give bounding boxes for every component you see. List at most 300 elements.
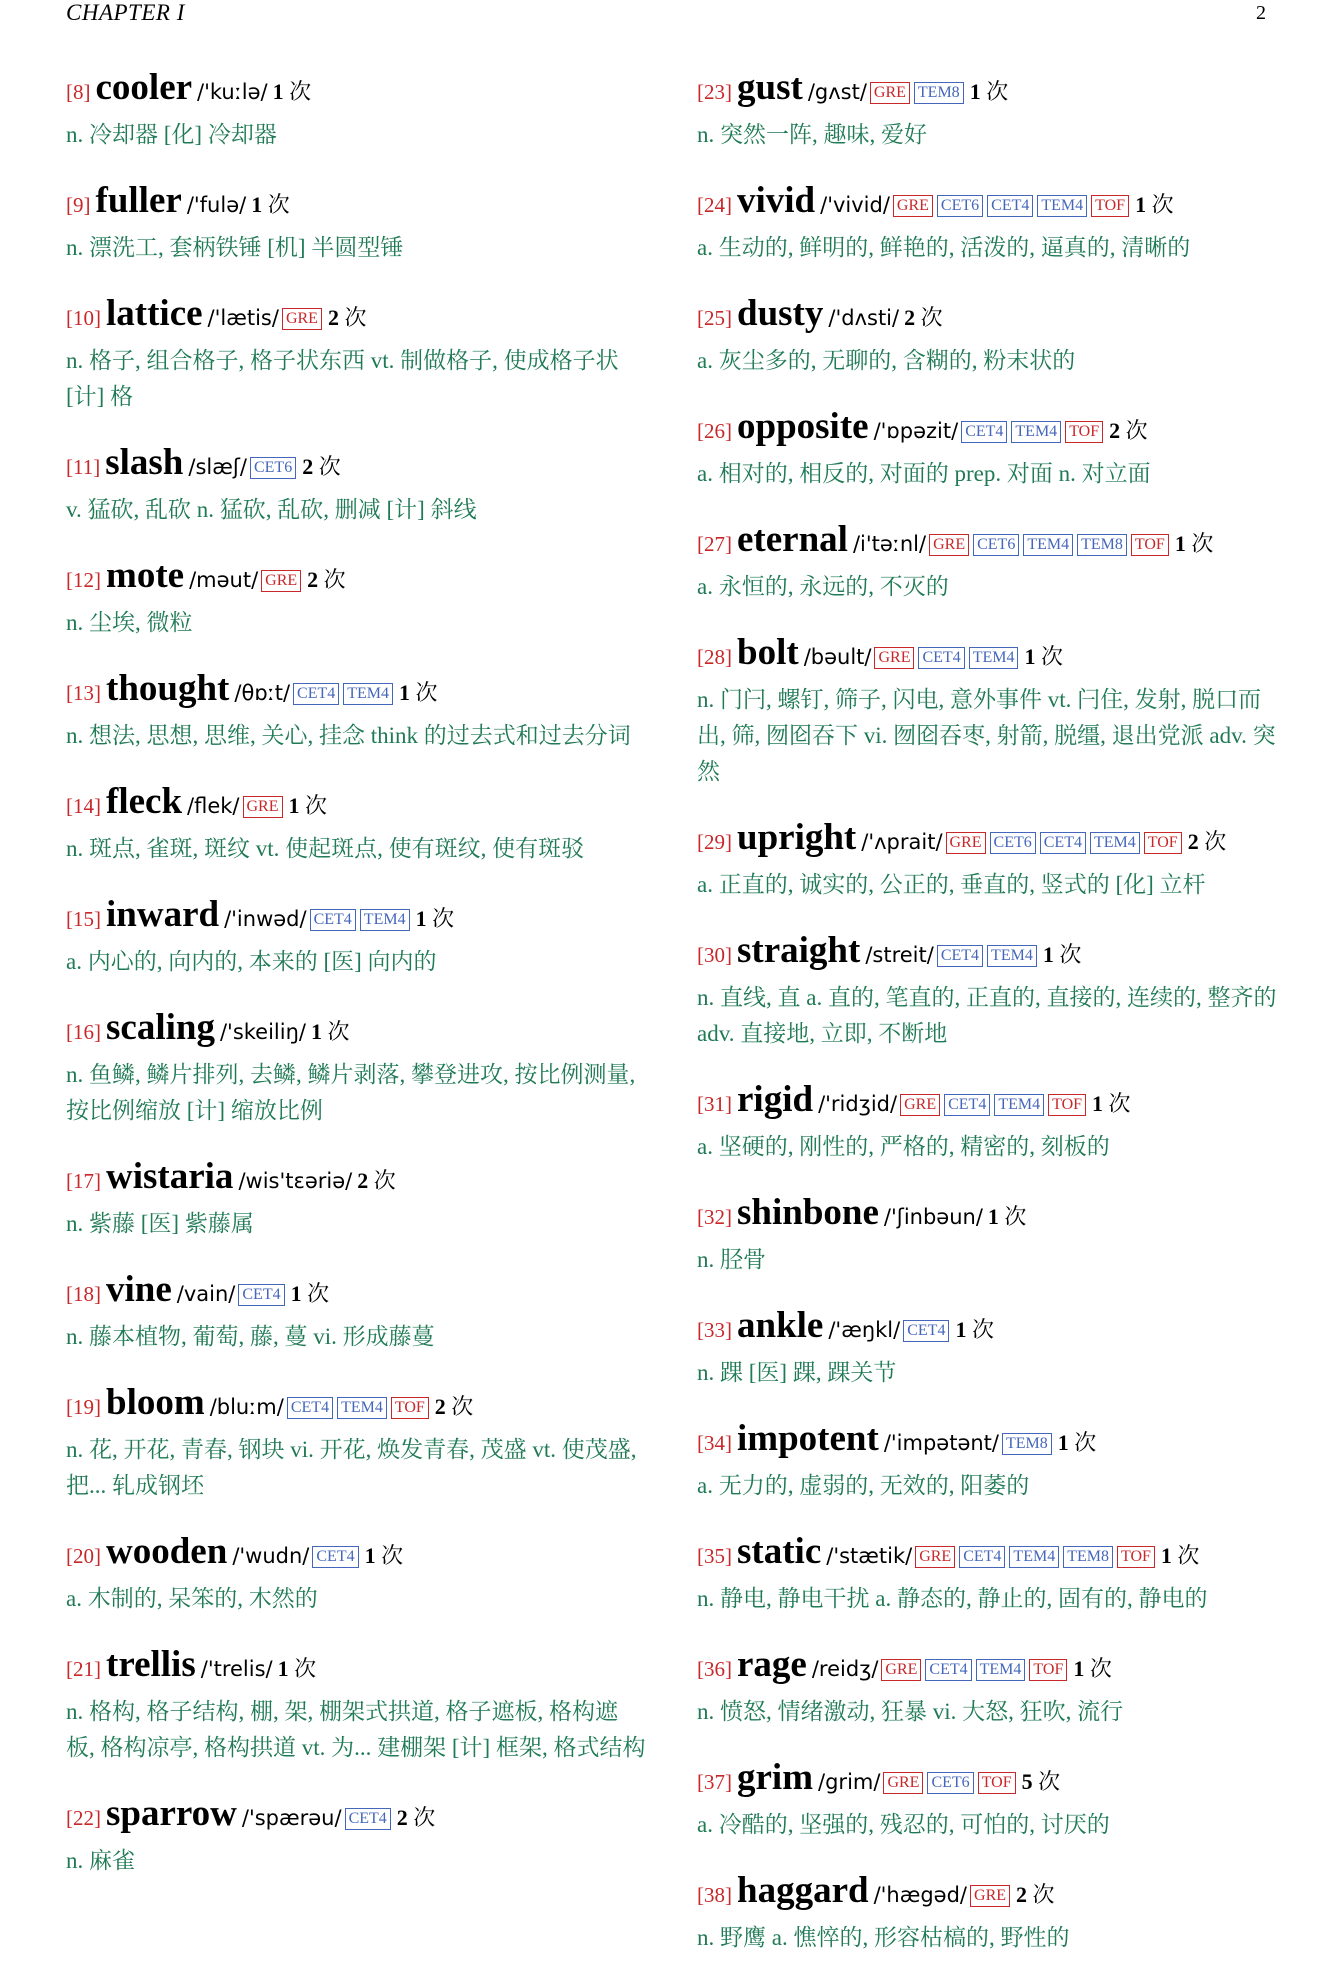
count-value: 2 [327, 305, 339, 330]
entry-number: [33] [697, 1318, 732, 1342]
phonetic: /bəult/ [803, 645, 872, 669]
vocab-entry [697, 405, 1277, 492]
headword: thought [106, 668, 230, 709]
entry-number: [19] [66, 1395, 101, 1419]
exam-tag-badge: CET4 [287, 1397, 333, 1419]
headword: trellis [106, 1644, 196, 1685]
count-value: 2 [434, 1394, 446, 1419]
headword: wooden [106, 1531, 228, 1572]
vocab-entry [66, 1155, 646, 1242]
count-value: 1 [969, 79, 981, 104]
count-value: 2 [302, 454, 314, 479]
entry-number: [38] [697, 1883, 732, 1907]
vocab-entry [66, 780, 646, 867]
entry-headline [66, 780, 646, 831]
page-number: 2 [1256, 2, 1266, 24]
definition: n. 门闩, 螺钉, 筛子, 闪电, 意外事件 vt. 闩住, 发射, 脱口而出, 筛, 囫囵吞下 vi. 囫囵吞枣, 射箭, 脱缰, 退出党派 adv. 突然 [697, 687, 1276, 784]
entry-headline [697, 1756, 1277, 1807]
entry-headline [697, 1643, 1277, 1694]
headword: lattice [106, 293, 203, 334]
count-unit: 次 [1204, 829, 1227, 854]
exam-tag-badge: TEM4 [1090, 832, 1140, 854]
count-value: 1 [1135, 192, 1147, 217]
count-value: 1 [1073, 1656, 1085, 1681]
exam-tag-badge: CET4 [238, 1284, 284, 1306]
entry-headline [66, 893, 646, 944]
count-unit: 次 [381, 1543, 404, 1568]
occurrence-count [289, 793, 328, 818]
exam-tag-badge: GRE [282, 308, 322, 330]
phonetic: /'dʌsti/ [828, 306, 900, 330]
count-unit: 次 [323, 567, 346, 592]
count-value: 1 [277, 1656, 289, 1681]
occurrence-count [1024, 644, 1063, 669]
entry-number: [14] [66, 794, 101, 818]
occurrence-count [435, 1394, 474, 1419]
vocab-entry [66, 1530, 646, 1617]
count-unit: 次 [1151, 192, 1174, 217]
entry-headline [697, 1530, 1277, 1581]
exam-tag-badge: TOF [978, 1772, 1016, 1794]
vocab-entry [66, 667, 646, 754]
entry-number: [12] [66, 568, 101, 592]
entry-number: [11] [66, 455, 101, 479]
entry-number: [18] [66, 1282, 101, 1306]
phonetic: /reidʒ/ [811, 1657, 879, 1681]
occurrence-count [1043, 942, 1082, 967]
phonetic: /i'təːnl/ [852, 532, 927, 556]
exam-tag-badge: TEM4 [987, 945, 1037, 967]
count-unit: 次 [986, 79, 1009, 104]
exam-tag-badge: GRE [870, 82, 910, 104]
entry-number: [32] [697, 1205, 732, 1229]
entry-headline [697, 518, 1277, 569]
phonetic: /streit/ [865, 943, 934, 967]
entry-number: [25] [697, 306, 732, 330]
phonetic: /θɒːt/ [234, 681, 291, 705]
entry-headline [66, 1268, 646, 1319]
occurrence-count [291, 1281, 330, 1306]
vocab-entry [66, 66, 646, 153]
definition: n. 花, 开花, 青春, 钢块 vi. 开花, 焕发青春, 茂盛 vt. 使茂盛, 把... 轧成钢坯 [66, 1437, 637, 1498]
vocab-entry [697, 1304, 1277, 1391]
exam-tag-badge: TOF [1048, 1094, 1086, 1116]
exam-tag-badge: CET4 [310, 909, 356, 931]
vocab-entry [697, 1191, 1277, 1278]
entry-number: [35] [697, 1544, 732, 1568]
exam-tag-badge: TEM4 [1037, 195, 1087, 217]
phonetic: /'vivid/ [820, 193, 890, 217]
count-value: 1 [290, 1281, 302, 1306]
entry-number: [30] [697, 943, 732, 967]
entry-headline [66, 179, 646, 230]
exam-tag-badge: TOF [1029, 1659, 1067, 1681]
phonetic: /bluːm/ [209, 1395, 284, 1419]
definition: n. 愤怒, 情绪激动, 狂暴 vi. 大怒, 狂吹, 流行 [697, 1699, 1124, 1724]
exam-tag-badge: CET6 [927, 1772, 973, 1794]
left-column [66, 66, 646, 1905]
entry-headline [66, 1792, 646, 1843]
entry-number: [13] [66, 681, 101, 705]
exam-tag-badge: TEM4 [1011, 421, 1061, 443]
exam-tag-badge: CET4 [925, 1659, 971, 1681]
exam-tag-badge: GRE [874, 647, 914, 669]
headword: mote [106, 555, 185, 596]
vocab-entry [697, 929, 1277, 1052]
occurrence-count [357, 1168, 396, 1193]
occurrence-count [988, 1204, 1027, 1229]
entry-number: [31] [697, 1092, 732, 1116]
count-unit: 次 [920, 305, 943, 330]
headword: grim [737, 1757, 814, 1798]
entry-headline [66, 292, 646, 343]
definition: a. 木制的, 呆笨的, 木然的 [66, 1586, 318, 1611]
occurrence-count [311, 1019, 350, 1044]
vocab-entry [697, 1756, 1277, 1843]
exam-tag-badge: TEM4 [1009, 1546, 1059, 1568]
occurrence-count [1175, 531, 1214, 556]
occurrence-count [416, 906, 455, 931]
definition: n. 胫骨 [697, 1247, 766, 1272]
count-unit: 次 [1108, 1091, 1131, 1116]
phonetic: /flek/ [187, 794, 240, 818]
definition: a. 无力的, 虚弱的, 无效的, 阳萎的 [697, 1473, 1030, 1498]
count-unit: 次 [305, 793, 328, 818]
exam-tag-badge: GRE [970, 1885, 1010, 1907]
definition: n. 直线, 直 a. 直的, 笔直的, 正直的, 直接的, 连续的, 整齐的 adv. 直接地, 立即, 不断地 [697, 985, 1277, 1046]
headword: straight [737, 930, 861, 971]
entry-number: [17] [66, 1169, 101, 1193]
headword: dusty [737, 293, 824, 334]
definition: n. 冷却器 [化] 冷却器 [66, 122, 277, 147]
occurrence-count [1161, 1543, 1200, 1568]
entry-number: [22] [66, 1806, 101, 1830]
vocab-entry [66, 179, 646, 266]
headword: vivid [737, 180, 816, 221]
headword: fuller [95, 180, 182, 221]
headword: vine [106, 1269, 172, 1310]
phonetic: /'ʌprait/ [861, 830, 943, 854]
vocab-entry [66, 441, 646, 528]
count-unit: 次 [289, 79, 312, 104]
entry-headline [697, 631, 1277, 682]
phonetic: /'stætik/ [826, 1544, 913, 1568]
phonetic: /məut/ [189, 568, 259, 592]
exam-tag-badge: GRE [261, 570, 301, 592]
headword: sparrow [106, 1793, 237, 1834]
definition: n. 踝 [医] 踝, 踝关节 [697, 1360, 897, 1385]
headword: inward [106, 894, 220, 935]
entry-headline [697, 1304, 1277, 1355]
count-value: 2 [1187, 829, 1199, 854]
entry-headline [697, 1191, 1277, 1242]
count-unit: 次 [1074, 1430, 1097, 1455]
count-unit: 次 [1032, 1882, 1055, 1907]
entry-headline [697, 66, 1277, 117]
count-value: 2 [357, 1168, 369, 1193]
occurrence-count [278, 1656, 317, 1681]
exam-tag-badge: TEM8 [914, 82, 964, 104]
exam-tag-badge: GRE [929, 534, 969, 556]
occurrence-count [1058, 1430, 1097, 1455]
count-value: 1 [364, 1543, 376, 1568]
headword: eternal [737, 519, 848, 560]
right-column [697, 66, 1277, 1982]
vocab-entry [66, 1643, 646, 1766]
exam-tag-badge: GRE [893, 195, 933, 217]
count-value: 2 [904, 305, 916, 330]
entry-headline [697, 405, 1277, 456]
exam-tag-badge: TOF [1091, 195, 1129, 217]
definition: n. 漂洗工, 套柄铁锤 [机] 半圆型锤 [66, 235, 404, 260]
exam-tag-badge: TEM4 [360, 909, 410, 931]
exam-tag-badge: GRE [883, 1772, 923, 1794]
count-unit: 次 [344, 305, 367, 330]
definition: a. 相对的, 相反的, 对面的 prep. 对面 n. 对立面 [697, 461, 1151, 486]
exam-tag-badge: CET4 [345, 1808, 391, 1830]
phonetic: /slæʃ/ [188, 455, 247, 479]
entry-headline [697, 1078, 1277, 1129]
count-value: 1 [251, 192, 263, 217]
exam-tag-badge: TEM4 [969, 647, 1019, 669]
exam-tag-badge: CET6 [990, 832, 1036, 854]
entry-number: [27] [697, 532, 732, 556]
chapter-heading: CHAPTER I [66, 0, 185, 25]
definition: a. 坚硬的, 刚性的, 严格的, 精密的, 刻板的 [697, 1134, 1110, 1159]
count-unit: 次 [415, 680, 438, 705]
headword: wistaria [106, 1156, 234, 1197]
exam-tag-badge: CET4 [961, 421, 1007, 443]
vocab-entry [66, 1792, 646, 1879]
count-value: 1 [288, 793, 300, 818]
entry-headline [66, 1155, 646, 1206]
count-unit: 次 [373, 1168, 396, 1193]
phonetic: /'skeiliŋ/ [219, 1020, 306, 1044]
vocab-entry [66, 292, 646, 415]
phonetic: /'æŋkl/ [828, 1318, 901, 1342]
count-value: 5 [1021, 1769, 1033, 1794]
phonetic: /'ridʒid/ [818, 1092, 898, 1116]
definition: n. 藤本植物, 葡萄, 藤, 蔓 vi. 形成藤蔓 [66, 1324, 435, 1349]
exam-tag-badge: CET4 [903, 1320, 949, 1342]
occurrence-count [1016, 1882, 1055, 1907]
definition: a. 内心的, 向内的, 本来的 [医] 向内的 [66, 949, 437, 974]
entry-number: [26] [697, 419, 732, 443]
exam-tag-badge: TEM4 [337, 1397, 387, 1419]
occurrence-count [1109, 418, 1148, 443]
count-unit: 次 [1038, 1769, 1061, 1794]
occurrence-count [970, 79, 1009, 104]
entry-headline [66, 66, 646, 117]
exam-tag-badge: CET4 [918, 647, 964, 669]
count-value: 1 [987, 1204, 999, 1229]
definition: n. 格构, 格子结构, 棚, 架, 棚架式拱道, 格子遮板, 格构遮板, 格构凉亭, 格构拱道 vt. 为... 建棚架 [计] 框架, 格式结构 [66, 1699, 646, 1760]
count-unit: 次 [294, 1656, 317, 1681]
headword: fleck [106, 781, 183, 822]
exam-tag-badge: GRE [243, 796, 283, 818]
count-value: 2 [1109, 418, 1121, 443]
entry-number: [8] [66, 80, 91, 104]
headword: rage [737, 1644, 807, 1685]
exam-tag-badge: TOF [1131, 534, 1169, 556]
definition: a. 生动的, 鲜明的, 鲜艳的, 活泼的, 逼真的, 清晰的 [697, 235, 1191, 260]
phonetic: /'fulə/ [186, 193, 247, 217]
vocab-entry [697, 1869, 1277, 1956]
entry-number: [29] [697, 830, 732, 854]
occurrence-count [302, 454, 341, 479]
count-value: 1 [399, 680, 411, 705]
count-unit: 次 [1191, 531, 1214, 556]
entry-number: [9] [66, 193, 91, 217]
entry-number: [36] [697, 1657, 732, 1681]
entry-number: [21] [66, 1657, 101, 1681]
exam-tag-badge: CET4 [944, 1094, 990, 1116]
exam-tag-badge: CET6 [973, 534, 1019, 556]
definition: n. 紫藤 [医] 紫藤属 [66, 1211, 254, 1236]
exam-tag-badge: TEM8 [1063, 1546, 1113, 1568]
entry-headline [66, 1530, 646, 1581]
exam-tag-badge: GRE [881, 1659, 921, 1681]
entry-number: [37] [697, 1770, 732, 1794]
phonetic: /'lætis/ [207, 306, 279, 330]
exam-tag-badge: GRE [915, 1546, 955, 1568]
definition: a. 正直的, 诚实的, 公正的, 垂直的, 竖式的 [化] 立杆 [697, 872, 1206, 897]
entry-number: [28] [697, 645, 732, 669]
phonetic: /'wudn/ [232, 1544, 310, 1568]
definition: n. 野鹰 a. 憔悴的, 形容枯槁的, 野性的 [697, 1925, 1070, 1950]
vocab-entry [697, 179, 1277, 266]
definition: n. 鱼鳞, 鳞片排列, 去鳞, 鳞片剥落, 攀登进攻, 按比例测量, 按比例缩放 [计] 缩放比例 [66, 1062, 636, 1123]
exam-tag-badge: CET4 [937, 945, 983, 967]
definition: n. 格子, 组合格子, 格子状东西 vt. 制做格子, 使成格子状 [计] 格 [66, 348, 619, 409]
entry-headline [66, 1381, 646, 1432]
headword: upright [737, 817, 857, 858]
vocab-entry [697, 292, 1277, 379]
vocab-entry [697, 1417, 1277, 1504]
definition: n. 麻雀 [66, 1848, 135, 1873]
vocab-entry [697, 1078, 1277, 1165]
entry-headline [697, 179, 1277, 230]
exam-tag-badge: GRE [900, 1094, 940, 1116]
count-value: 1 [1024, 644, 1036, 669]
count-value: 1 [1042, 942, 1054, 967]
entry-number: [24] [697, 193, 732, 217]
headword: opposite [737, 406, 869, 447]
occurrence-count [1188, 829, 1227, 854]
phonetic: /grim/ [818, 1770, 881, 1794]
count-value: 1 [1057, 1430, 1069, 1455]
headword: ankle [737, 1305, 824, 1346]
entry-number: [15] [66, 907, 101, 931]
entry-headline [66, 554, 646, 605]
exam-tag-badge: CET4 [1040, 832, 1086, 854]
exam-tag-badge: TOF [1144, 832, 1182, 854]
occurrence-count [904, 305, 943, 330]
headword: scaling [106, 1007, 215, 1048]
occurrence-count [273, 79, 312, 104]
headword: bloom [106, 1382, 205, 1423]
definition: a. 冷酷的, 坚强的, 残忍的, 可怕的, 讨厌的 [697, 1812, 1110, 1837]
headword: gust [737, 67, 803, 108]
occurrence-count [955, 1317, 994, 1342]
occurrence-count [251, 192, 290, 217]
exam-tag-badge: TEM4 [343, 683, 393, 705]
exam-tag-badge: TEM8 [1002, 1433, 1052, 1455]
occurrence-count [365, 1543, 404, 1568]
entry-headline [66, 1006, 646, 1057]
vocab-entry [66, 554, 646, 641]
exam-tag-badge: CET4 [293, 683, 339, 705]
entry-headline [697, 1417, 1277, 1468]
entry-headline [697, 292, 1277, 343]
count-unit: 次 [1177, 1543, 1200, 1568]
phonetic: /'spærəu/ [241, 1806, 342, 1830]
exam-tag-badge: CET4 [959, 1546, 1005, 1568]
phonetic: /'ɒpəzit/ [873, 419, 959, 443]
exam-tag-badge: TOF [1065, 421, 1103, 443]
headword: bolt [737, 632, 799, 673]
entry-headline [66, 667, 646, 718]
vocab-entry [697, 518, 1277, 605]
vocab-entry [66, 1381, 646, 1504]
definition: a. 永恒的, 永远的, 不灭的 [697, 574, 949, 599]
headword: shinbone [737, 1192, 879, 1233]
count-unit: 次 [318, 454, 341, 479]
headword: slash [105, 442, 184, 483]
exam-tag-badge: CET6 [250, 457, 296, 479]
entry-headline [697, 1869, 1277, 1920]
headword: impotent [737, 1418, 879, 1459]
entry-headline [66, 441, 646, 492]
exam-tag-badge: TEM4 [1023, 534, 1073, 556]
exam-tag-badge: CET4 [312, 1546, 358, 1568]
count-value: 1 [955, 1317, 967, 1342]
count-value: 1 [1092, 1091, 1104, 1116]
count-unit: 次 [971, 1317, 994, 1342]
occurrence-count [399, 680, 438, 705]
definition: a. 灰尘多的, 无聊的, 含糊的, 粉末状的 [697, 348, 1076, 373]
count-value: 2 [307, 567, 319, 592]
occurrence-count [397, 1805, 436, 1830]
vocab-entry [697, 66, 1277, 153]
definition: v. 猛砍, 乱砍 n. 猛砍, 乱砍, 删减 [计] 斜线 [66, 497, 477, 522]
phonetic: /'impətənt/ [883, 1431, 999, 1455]
count-unit: 次 [1040, 644, 1063, 669]
vocab-entry [697, 816, 1277, 903]
entry-number: [23] [697, 80, 732, 104]
definition: n. 突然一阵, 趣味, 爱好 [697, 122, 927, 147]
entry-headline [66, 1643, 646, 1694]
count-value: 2 [396, 1805, 408, 1830]
count-unit: 次 [327, 1019, 350, 1044]
phonetic: /'inwəd/ [224, 907, 307, 931]
count-unit: 次 [1125, 418, 1148, 443]
headword: rigid [737, 1079, 814, 1120]
count-unit: 次 [307, 1281, 330, 1306]
count-unit: 次 [1059, 942, 1082, 967]
exam-tag-badge: CET4 [987, 195, 1033, 217]
phonetic: /vain/ [176, 1282, 236, 1306]
phonetic: /'hægəd/ [873, 1883, 968, 1907]
headword: cooler [95, 67, 193, 108]
entry-headline [697, 816, 1277, 867]
exam-tag-badge: TOF [1117, 1546, 1155, 1568]
definition: n. 想法, 思想, 思维, 关心, 挂念 think 的过去式和过去分词 [66, 723, 631, 748]
entry-number: [10] [66, 306, 101, 330]
count-unit: 次 [413, 1805, 436, 1830]
phonetic: /'kuːlə/ [197, 80, 268, 104]
vocab-entry [697, 631, 1277, 790]
